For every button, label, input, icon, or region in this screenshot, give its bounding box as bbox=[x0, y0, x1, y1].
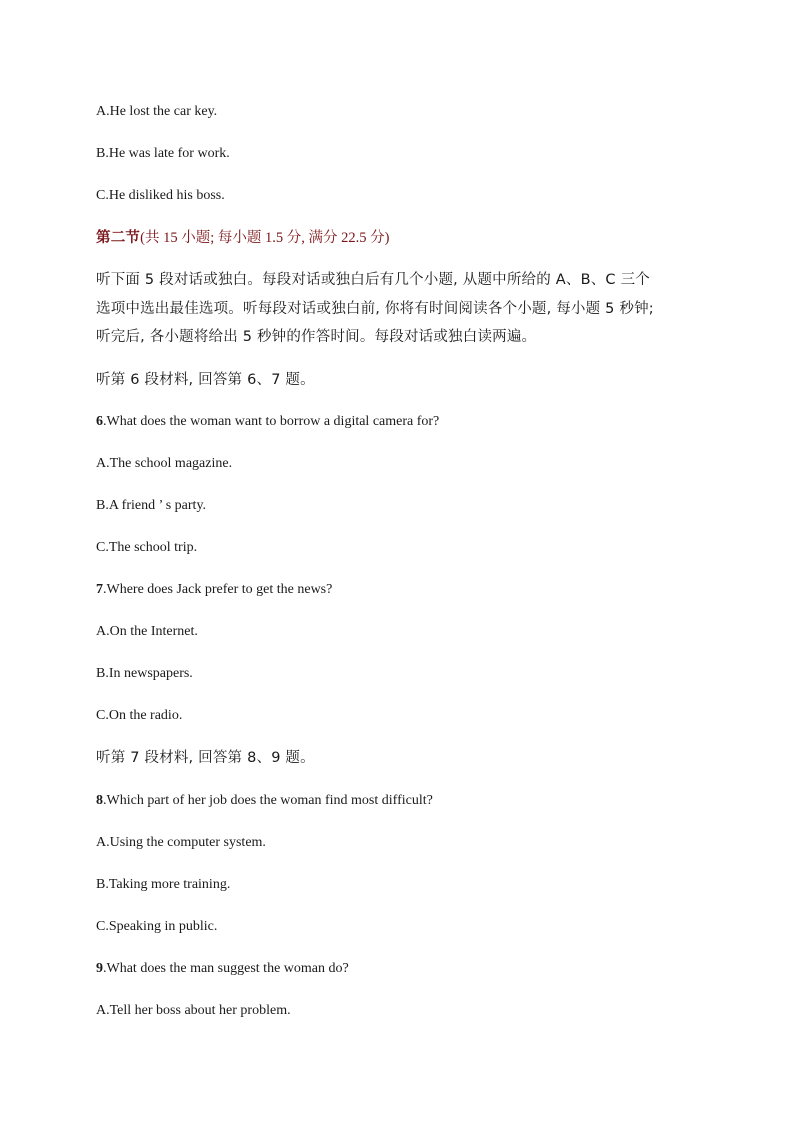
question-8-option-b: B.Taking more training. bbox=[96, 877, 231, 892]
question-9 bbox=[96, 960, 349, 978]
section-two-title: 第二节 bbox=[96, 230, 141, 246]
instruction-line-2: 选项中选出最佳选项。听每段对话或独白前, 你将有时间阅读各个小题, 每小题 5 秒钟; bbox=[96, 301, 654, 317]
question-number: 6 bbox=[96, 414, 103, 429]
option-c-prev: C.He disliked his boss. bbox=[96, 188, 225, 203]
question-7-option-a: A.On the Internet. bbox=[96, 624, 198, 639]
question-6-option-a: A.The school magazine. bbox=[96, 456, 233, 471]
question-6 bbox=[96, 413, 439, 431]
question-6-option-b: B.A friend ’ s party. bbox=[96, 498, 207, 513]
question-text: .Where does Jack prefer to get the news? bbox=[103, 582, 333, 597]
question-number: 9 bbox=[96, 961, 103, 976]
section-two-header bbox=[96, 229, 389, 247]
question-number: 7 bbox=[96, 582, 103, 597]
question-number: 8 bbox=[96, 793, 103, 808]
question-text: .Which part of her job does the woman find most difficult? bbox=[103, 793, 433, 808]
question-7 bbox=[96, 581, 332, 599]
question-7-option-c: C.On the radio. bbox=[96, 708, 183, 723]
option-b-prev: B.He was late for work. bbox=[96, 146, 230, 161]
instruction-line-3: 听完后, 各小题将给出 5 秒钟的作答时间。每段对话或独白读两遍。 bbox=[96, 329, 537, 345]
section-two-scoring: (共 15 小题; 每小题 1.5 分, 满分 22.5 分) bbox=[140, 230, 390, 246]
question-8-option-c: C.Speaking in public. bbox=[96, 919, 218, 934]
material-6-note: 听第 6 段材料, 回答第 6、7 题。 bbox=[96, 372, 315, 388]
question-6-option-c: C.The school trip. bbox=[96, 540, 198, 555]
question-9-option-a: A.Tell her boss about her problem. bbox=[96, 1003, 291, 1018]
material-7-note: 听第 7 段材料, 回答第 8、9 题。 bbox=[96, 750, 315, 766]
option-a-prev: A.He lost the car key. bbox=[96, 104, 218, 119]
question-7-option-b: B.In newspapers. bbox=[96, 666, 193, 681]
question-8-option-a: A.Using the computer system. bbox=[96, 835, 266, 850]
question-text: .What does the man suggest the woman do? bbox=[103, 961, 349, 976]
instruction-line-1: 听下面 5 段对话或独白。每段对话或独白后有几个小题, 从题中所给的 A、B、C 三个 bbox=[96, 272, 650, 288]
question-8 bbox=[96, 792, 433, 810]
question-text: .What does the woman want to borrow a digital camera for? bbox=[103, 414, 440, 429]
